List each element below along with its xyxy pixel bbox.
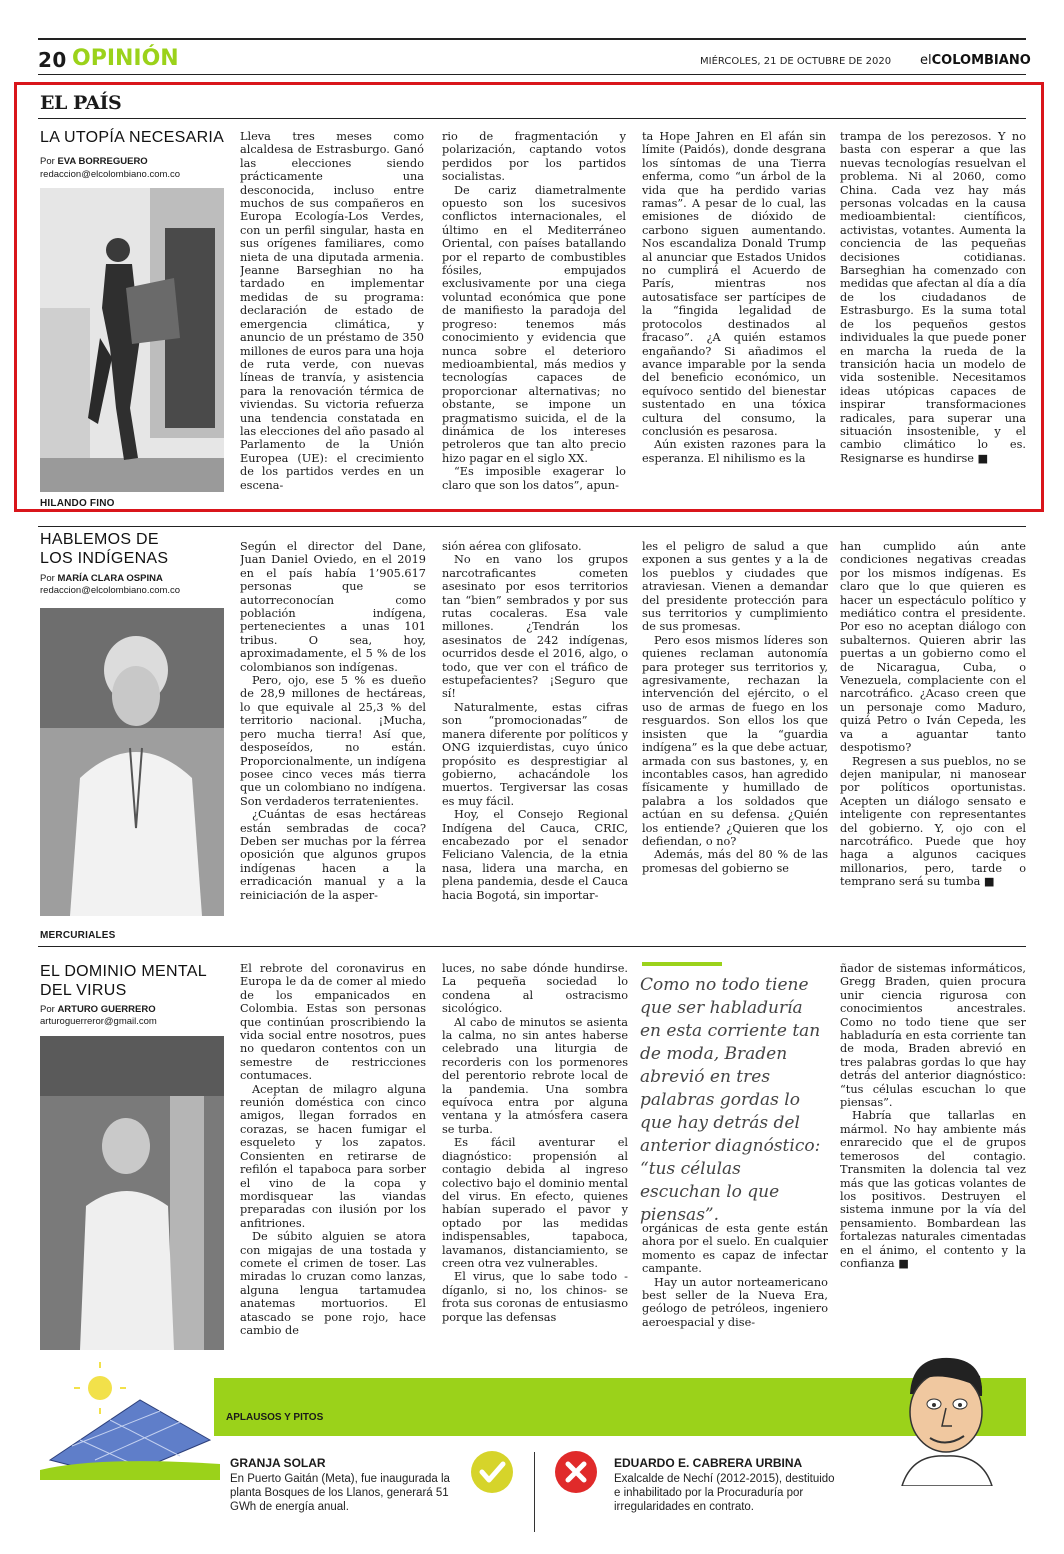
portrait-illustration	[40, 608, 224, 916]
pullquote: Como no todo tiene que ser habladuría en esta corriente tan de moda, Braden abrevió en tres palabras gordas lo que hay detrás del anterior diagnóstico: “tus células escuchan lo que piensas”.	[640, 975, 821, 1225]
article2-author-photo	[40, 608, 224, 916]
article3-byline	[40, 1004, 156, 1016]
article3-column-3	[642, 1222, 828, 1352]
article3-column-4	[840, 962, 1026, 1352]
paragraph: Además, más del 80 % de las promesas del gobierno se	[642, 848, 828, 875]
title-line-1: HABLEMOS DE	[40, 531, 159, 548]
article2-column-2	[442, 540, 628, 924]
solar-panel-illustration	[40, 1360, 220, 1480]
paragraph: Según el director del Dane, Juan Daniel Oviedo, en el 2019 en el país había 1’905.617 personas que se autorreconocían como población indígena, pertenecientes a unas 101 tribus. O sea, hoy, aproximadamente, el 5 % de los colombianos son indígenas.	[240, 540, 426, 674]
paragraph: Hay un autor norteamericano best seller de la Nueva Era, geólogo de petróleos, ingeniero aeroespacial y dise-	[642, 1275, 828, 1329]
paragraph: Al cabo de minutos se asienta la calma, no sin antes haberse celebrado una liturgia de recorderis con los pormenores del perentorio rebrote local de la pandemia. Una sombra equívoca entra por alguna ventana y la atmósfera casera se turba.	[442, 1015, 628, 1136]
cross-icon	[554, 1450, 598, 1494]
statue-illustration	[40, 188, 224, 492]
page-number: 20	[38, 48, 67, 72]
header-rule	[38, 74, 1026, 75]
article2-column-3	[642, 540, 828, 924]
masthead-logo	[920, 53, 1031, 68]
paragraph: Naturalmente, estas cifras son “promocionadas” de manera diferente por políticos y ONG izquierdistas, cuyo único propósito es desprestigiar al gobierno, achacándole los muertos. Tergiversar las cosas es muy fácil.	[442, 700, 628, 808]
dateline: MIÉRCOLES, 21 DE OCTUBRE DE 2020	[700, 56, 892, 67]
paragraph: ¿Cuántas de esas hectáreas están sembradas de coca? Deben ser muchas por la férrea oposición que algunos grupos indígenas hacen a la erradicación manual y a la reiniciación de la asper-	[240, 808, 426, 902]
article3-email: arturoguerreror@gmail.com	[40, 1016, 157, 1027]
pullquote-accent	[642, 962, 722, 966]
pito-text: Exalcalde de Nechí (2012-2015), destituido e inhabilitado por la Procuraduría por irregularidades en contrato.	[614, 1473, 835, 1513]
article1-column-4	[840, 130, 1026, 492]
caricature-illustration	[872, 1346, 1012, 1486]
article3-column-1	[240, 962, 426, 1352]
article3-author-photo	[40, 1036, 224, 1350]
paragraph: Aceptan de milagro alguna reunión doméstica con cinco amigos, llegan forrados en corazas, se hacen fumigar el esqueleto y los zapatos. Consienten en retirarse de refilón el tapaboca para sorber el vino de la copa y mordisquear las viandas preparadas con ilusión por los anfitriones.	[240, 1082, 426, 1230]
title-line-1: EL DOMINIO MENTAL	[40, 963, 207, 980]
paragraph: El rebrote del coronavirus en Europa le da de comer al miedo de los empanicados en Colombia. Estas son personas que continúan proscribiendo la vida social entre nosotros, pues no quedaron contentos con un semestre de restricciones contumaces.	[240, 962, 426, 1083]
paragraph: Es fácil aventurar el diagnóstico: propensión al contagio debida al ingreso colectivo bajo el dominio mental del virus. En efecto, quienes habían superado el pavor y optado por las medidas indispensables, tapaboca, lavamanos, distanciamiento, se creen otra vez vulnerables.	[442, 1136, 628, 1270]
source-logo: EL PAÍS	[40, 92, 122, 114]
article2-byline	[40, 573, 163, 585]
paragraph: sión aérea con glifosato.	[442, 540, 582, 553]
paragraph: trampa de los perezosos. Y no basta con esperar a que las nuevas tecnologías resuelvan el problema. Ni al 2060, como China. Cada vez hay más personas volcadas en la causa medioambiental: científicos, activistas, votantes. Aumenta la conciencia de las pequeñas decisiones cotidianas. Barseghian ha comenzado con medidas que afectan al día a día de los ciudadanos de Estrasburgo. Es la suma total de los pequeños gestos individuales la que puede poner en marcha la rueda de la transición hacia un modelo de vida sostenible. Necesitamos ideas utópicas capaces de inspirar transformaciones radicales, para superar una situación insostenible, y el cambio climático lo es. Resignarse es hundirse ■	[840, 130, 1026, 465]
paragraph: Habría que tallarlas en mármol. No hay ambiente más enrarecido que el de grupos temerosos del contagio. Transmiten la dolencia tal vez más que las goticas volantes de los positivos. Destruyen el sistema inmune por la vía del pensamiento. Bombardean las fortalezas naturales cimentadas en el ánimo, el contento y la confianza ■	[840, 1109, 1026, 1270]
paragraph: Hoy, el Consejo Regional Indígena del Cauca, CRIC, encabezado por el senador Feliciano Valencia, de la etnia nasa, lidera una marcha, en plena pandemia, desde el Cauca hacia Bogotá, sin importar-	[442, 808, 628, 902]
pito-title: EDUARDO E. CABRERA URBINA	[614, 1456, 803, 1470]
article2-title	[40, 530, 168, 568]
paragraph: El virus, que lo sabe todo -díganlo, si no, los chinos- se frota sus coronas de entusiasmo porque las defensas	[442, 1270, 628, 1324]
title-line-2: DEL VIRUS	[40, 982, 127, 999]
paragraph: No en vano los grupos narcotraficantes cometen asesinato por esos territorios tan “bien” sembrados y por sus rutas cocaleras. Esa vale millones. ¿Tendrán los asesinatos de 242 indígenas, ocurridos desde el 2016, algo, o todo, que ver con el tráfico de estupefacientes? ¡Seguro que sí!	[442, 553, 628, 701]
aplausos-divider	[534, 1452, 535, 1532]
masthead-prefix: el	[920, 53, 932, 68]
author-name: EVA BORREGUERO	[57, 156, 148, 167]
paragraph: luces, no sabe dónde hundirse. La pequeña sociedad lo condena al ostracismo sicológico.	[442, 962, 628, 1016]
paragraph: Lleva tres meses como alcaldesa de Estrasburgo. Ganó las elecciones siendo prácticamente una desconocida, incluso entre muchos de sus compañeros en Europa Ecología-Los Verdes, con un perfil singular, hasta en sus orígenes familiares, como nieta de una diputada armenia. Jeanne Barseghian no ha tardado en implementar medidas de su programa: declaración de estado de emergencia climática, y anuncio de un préstamo de 350 millones de euros para una hoja de ruta verde, con nuevas líneas de tranvía, y asistencia para la renovación térmica de viviendas. Su victoria refuerza una tendencia constatada en las elecciones del año pasado al Parlamento de la Unión Europea (UE): el crecimiento de los partidos verdes en un escena-	[240, 130, 424, 492]
aplausos-label: APLAUSOS Y PITOS	[226, 1412, 324, 1423]
paragraph: “Es imposible exagerar lo claro que son los datos”, apun-	[442, 465, 626, 492]
caricature-face-icon	[872, 1346, 1012, 1486]
masthead-name: COLOMBIANO	[931, 53, 1031, 68]
article1-byline	[40, 156, 148, 168]
byline-prefix: Por	[40, 1004, 58, 1015]
article1-column-2	[442, 130, 626, 492]
author-name: MARÍA CLARA OSPINA	[57, 573, 163, 584]
article1-email: redaccion@elcolombiano.com.co	[40, 169, 181, 180]
byline-prefix: Por	[40, 156, 58, 167]
article1-column-label: HILANDO FINO	[40, 498, 115, 509]
title-line-2: LOS INDÍGENAS	[40, 550, 169, 567]
article3-title	[40, 962, 207, 1000]
paragraph: rio de fragmentación y polarización, captando votos perdidos por los partidos socialistas.	[442, 130, 626, 184]
paragraph: ta Hope Jahren en El afán sin límite (Paidós), donde desgrana los síntomas de una Tierra enferma, como “un árbol de la vida que ha perdido varias ramas”. A pesar de lo cual, las emisiones de dióxido de carbono siguen aumentando. Nos escandaliza Donald Trump al anunciar que Estados Unidos no cumplirá el Acuerdo de París, mientras nos autosatisface ser partícipes de la “fingida legalidad de protocolos destinados al fracaso”. ¿A quién estamos engañando? Si añadimos el avance imparable por la senda del beneficio económico, un equívoco sentido del bienestar sustentado en una tóxica cultura del consumo, la conclusión es pesarosa.	[642, 130, 826, 438]
article2-column-1	[240, 540, 426, 924]
paragraph: De cariz diametralmente opuesto son los sucesivos conflictos internacionales, el último en el Mediterráneo Oriental, con países batallando por el reparto de combustibles fósiles, empujados exclusivamente por una ciega voluntad económica que pone de manifiesto la paradoja del progreso: tenemos más conocimiento y evidencia que nunca sobre el deterioro medioambiental, más medios y tecnologías capaces de proporcionar alternativas; no obstante, se impone un pragmatismo suicida, el de la dinámica de los intereses petroleros que tan alto precio hizo pagar en el siglo XX.	[442, 183, 626, 465]
article1-photo-statue	[40, 188, 224, 492]
aplauso-text: En Puerto Gaitán (Meta), fue inaugurada la planta Bosques de los Llanos, generará 51 GWh de energía anual.	[230, 1473, 450, 1513]
article3-top-rule	[38, 946, 1026, 947]
article1-column-1	[240, 130, 424, 492]
top-rule	[38, 38, 1026, 40]
paragraph: Aún existen razones para la esperanza. El nihilismo es la	[642, 438, 826, 465]
paragraph: Pero esos mismos líderes son quienes reclaman autonomía para proteger sus territorios y, agresivamente, rechazan la intervención del ejército, o el uso de armas de fuego en los resguardos. Son ellos los que insisten que la “guardia indígena” es la que debe actuar, armada con sus bastones, y, en incontables casos, han agredido físicamente y humillado de palabra a los soldados que actúan en su defensa. ¿Quién los entiende? ¿Quieren que los defiendan, o no?	[642, 633, 828, 848]
portrait-illustration	[40, 1036, 224, 1350]
paragraph: han cumplido aún ante condiciones negativas creadas por los mismos indígenas. Es claro que lo que quieren es hacer un espectáculo político y mediático contra el presidente. Por eso no aceptan diálogo con subalternos. Quieren abrir las puertas a un gobierno como el de Nicaragua, Cuba, o Venezuela, complaciente con el narcotráfico. ¿Acaso creen que un personaje como Maduro, quizá Petro o Iván Cepeda, les va a aguantar tanto despotismo?	[840, 540, 1026, 755]
byline-prefix: Por	[40, 573, 58, 584]
paragraph: les el peligro de salud a que exponen a sus gentes y a la de los pueblos y ciudades que atraviesan. Vienen a demandar del presidente protección para sus territorios y cumplimiento de sus promesas.	[642, 540, 828, 634]
paragraph: De súbito alguien se atora con migajas de una tostada y comete el crimen de toser. Las miradas lo cruzan como lanzas, alguna lengua tartamudea anatemas mortuorios. El atascado se pone rojo, hace cambio de	[240, 1230, 426, 1337]
paragraph: Pero, ojo, ese 5 % es dueño de 28,9 millones de hectáreas, lo que equivale al 25,3 % del territorio nacional. ¡Mucha, pero mucha tierra! Así que, desposeídos, no están. Proporcionalmente, un indígena posee cinco veces más tierra que un colombiano no indígena. Son verdaderos terratenientes.	[240, 674, 426, 808]
article2-email: redaccion@elcolombiano.com.co	[40, 585, 181, 596]
check-icon	[470, 1450, 514, 1494]
article3-column-2	[442, 962, 628, 1352]
article1-top-rule	[38, 118, 1026, 119]
paragraph: ñador de sistemas informáticos, Gregg Braden, quien procura unir ciencia rigurosa con conocimientos ancestrales. Como no todo tiene que ser habladuría en esta corriente tan de moda, Braden abrevió en tres palabras gordas lo que hay detrás del anterior diagnóstico: “tus células escuchan lo que piensas”.	[840, 962, 1026, 1110]
article2-column-4	[840, 540, 1026, 924]
article1-column-3	[642, 130, 826, 492]
article2-top-rule	[38, 526, 1026, 527]
article2-column-label: MERCURIALES	[40, 930, 116, 941]
aplauso-title: GRANJA SOLAR	[230, 1456, 326, 1470]
section-title: OPINIÓN	[72, 46, 179, 71]
paragraph: Regresen a sus pueblos, no se dejen manipular, ni manosear por políticos oportunistas. Acepten un diálogo sensato e inteligente con representantes del gobierno. Y, ojo con el narcotráfico. Puede que hoy haga a algunos caciques millonarios, pero, tarde o temprano será su tumba ■	[840, 754, 1026, 889]
solar-panel-icon	[40, 1360, 220, 1480]
paragraph: orgánicas de esta gente están ahora por el suelo. En cualquier momento es capaz de infectar campante.	[642, 1222, 828, 1276]
author-name: ARTURO GUERRERO	[57, 1004, 156, 1015]
article1-title: LA UTOPÍA NECESARIA	[40, 129, 225, 146]
